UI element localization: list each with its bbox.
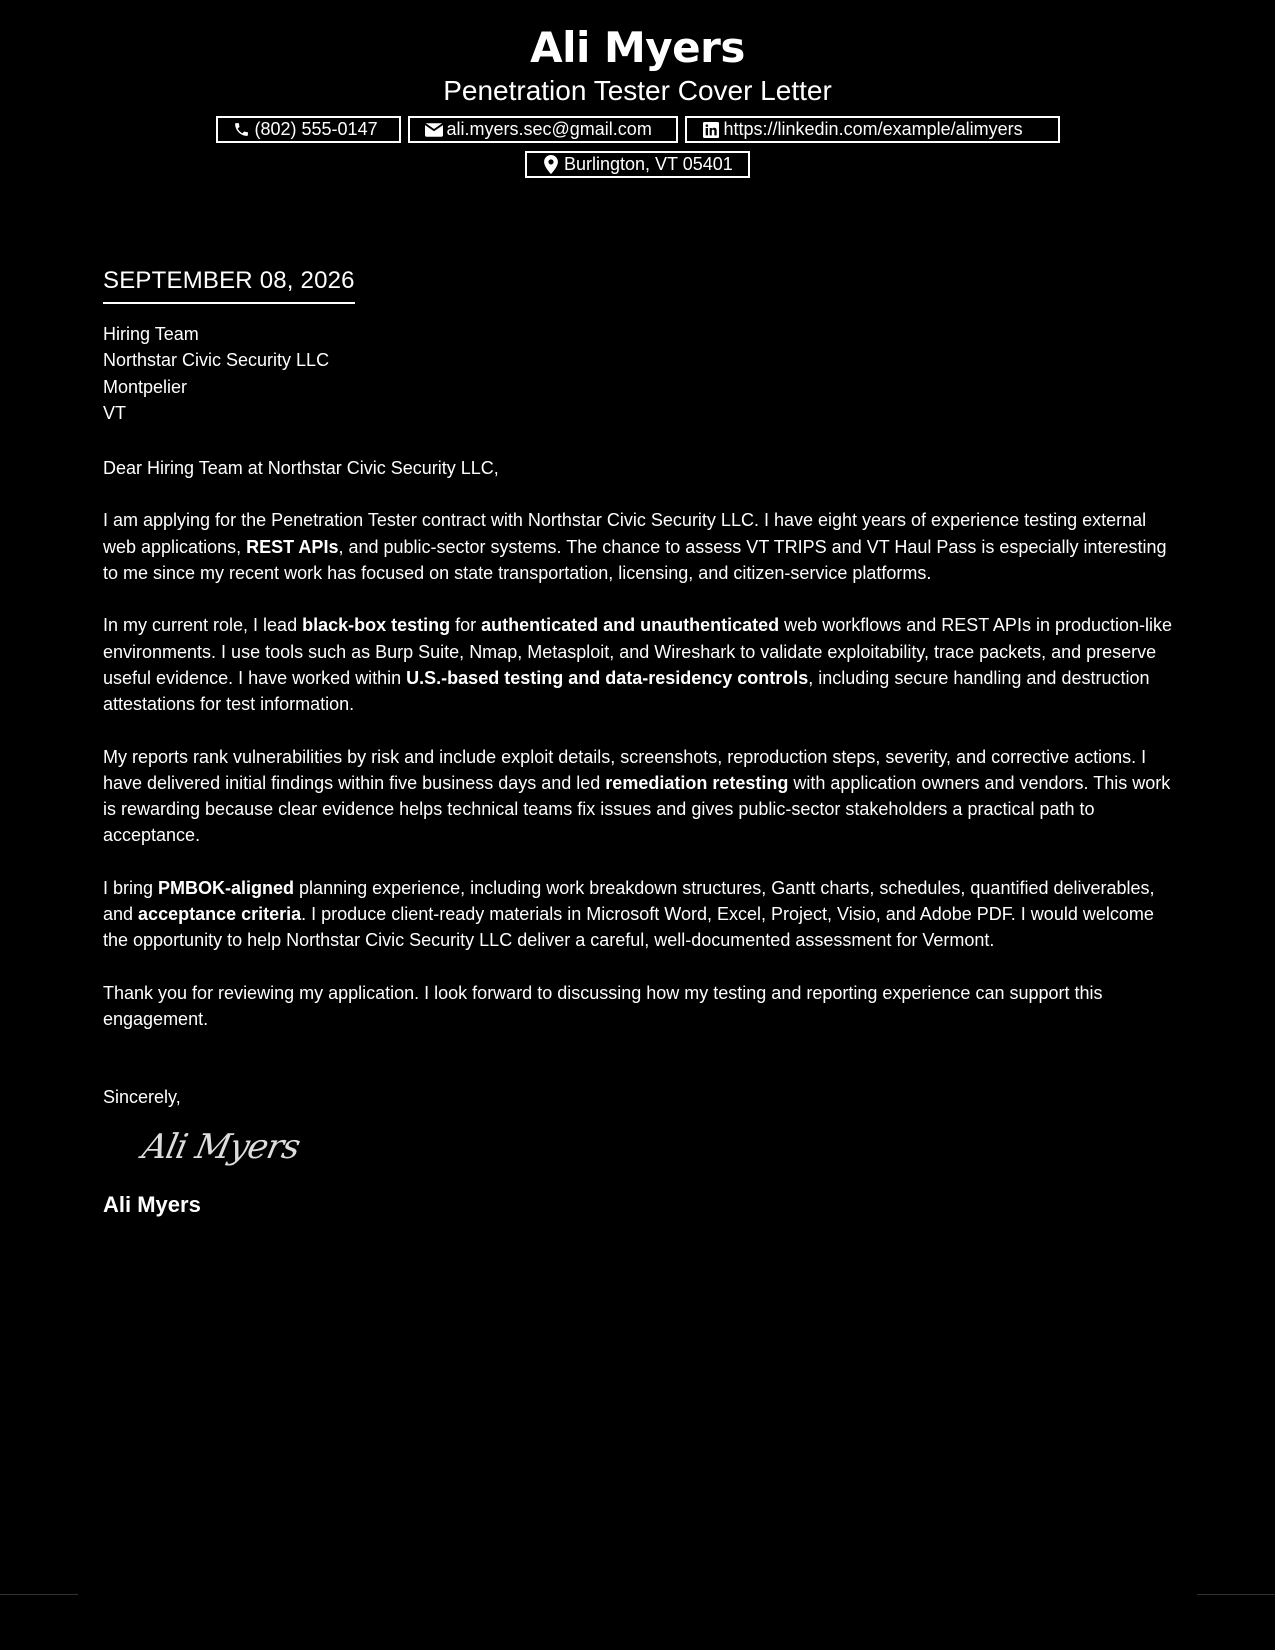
contact-list — [208, 116, 1068, 178]
contact-email-text: ali.myers.sec@gmail.com — [446, 119, 652, 139]
document-subtitle: Penetration Tester Cover Letter — [443, 75, 832, 106]
contact-phone[interactable] — [216, 116, 401, 143]
body-paragraph: I bring PMBOK-aligned planning experience, including work breakdown structures, Gantt charts, schedules, quantified deliverables, and acceptance criteria. I produce client-ready materials in Microsoft Word, Excel, Project, Visio, and Adobe PDF. I would welcome the opportunity to help Northstar Civic Security LLC deliver a careful, well-documented assessment for Vermont. — [103, 877, 1155, 951]
linkedin-icon — [701, 121, 721, 139]
recipient-line: Montpelier — [103, 376, 188, 397]
closing: Sincerely, — [103, 1087, 181, 1108]
letter-date: SEPTEMBER 08, 2026 — [103, 266, 355, 304]
recipient-line: VT — [103, 402, 127, 423]
recipient-line: Northstar Civic Security LLC — [103, 350, 330, 371]
recipient-line: Hiring Team — [103, 324, 199, 344]
phone-icon — [232, 121, 252, 139]
contact-email[interactable] — [408, 116, 678, 143]
footer-divider-left — [0, 1594, 78, 1595]
footer-divider-right — [1197, 1594, 1275, 1595]
handwritten-signature: Ali Myers — [138, 1126, 304, 1167]
salutation: Dear Hiring Team at Northstar Civic Security LLC, — [103, 458, 499, 479]
contact-location — [525, 151, 750, 178]
body-paragraph: Thank you for reviewing my application. I look forward to discussing how my testing and reporting experience can support this engagement. — [103, 982, 1103, 1029]
signer-name: Ali Myers — [103, 1191, 201, 1217]
contact-linkedin[interactable] — [685, 116, 1060, 143]
envelope-icon — [424, 121, 444, 139]
letter-header — [0, 22, 1275, 178]
contact-phone-text: (802) 555-0147 — [254, 119, 378, 139]
map-pin-icon — [541, 156, 561, 174]
contact-linkedin-text: https://linkedin.com/example/alimyers — [723, 119, 1023, 139]
contact-location-text: Burlington, VT 05401 — [564, 154, 733, 174]
body-paragraph: In my current role, I lead black-box testing for authenticated and unauthenticated web workflows and REST APIs in production-like environments. I use tools such as Burp Suite, Nmap, Metasploit, and Wireshark to validate exploitability, trace packets, and preserve useful evidence. I have worked within U.S.-based testing and data-residency controls, including secure handling and destruction attestations for test information. — [103, 615, 1173, 715]
applicant-name: Ali Myers — [530, 23, 745, 72]
recipient-block — [103, 321, 1183, 426]
body-paragraph: I am applying for the Penetration Tester contract with Northstar Civic Security LLC. I have eight years of experience testing external web applications, REST APIs, and public-sector systems. The chance to assess VT TRIPS and VT Haul Pass is especially interesting to me since my recent work has focused on state transportation, licensing, and citizen-service platforms. — [103, 510, 1167, 584]
letter-body — [103, 266, 1183, 1219]
body-paragraph: My reports rank vulnerabilities by risk and include exploit details, screenshots, reproduction steps, severity, and corrective actions. I have delivered initial findings within five business days and led remediation retesting with application owners and vendors. This work is rewarding because clear evidence helps technical teams fix issues and gives public-sector stakeholders a practical path to acceptance. — [103, 746, 1171, 846]
